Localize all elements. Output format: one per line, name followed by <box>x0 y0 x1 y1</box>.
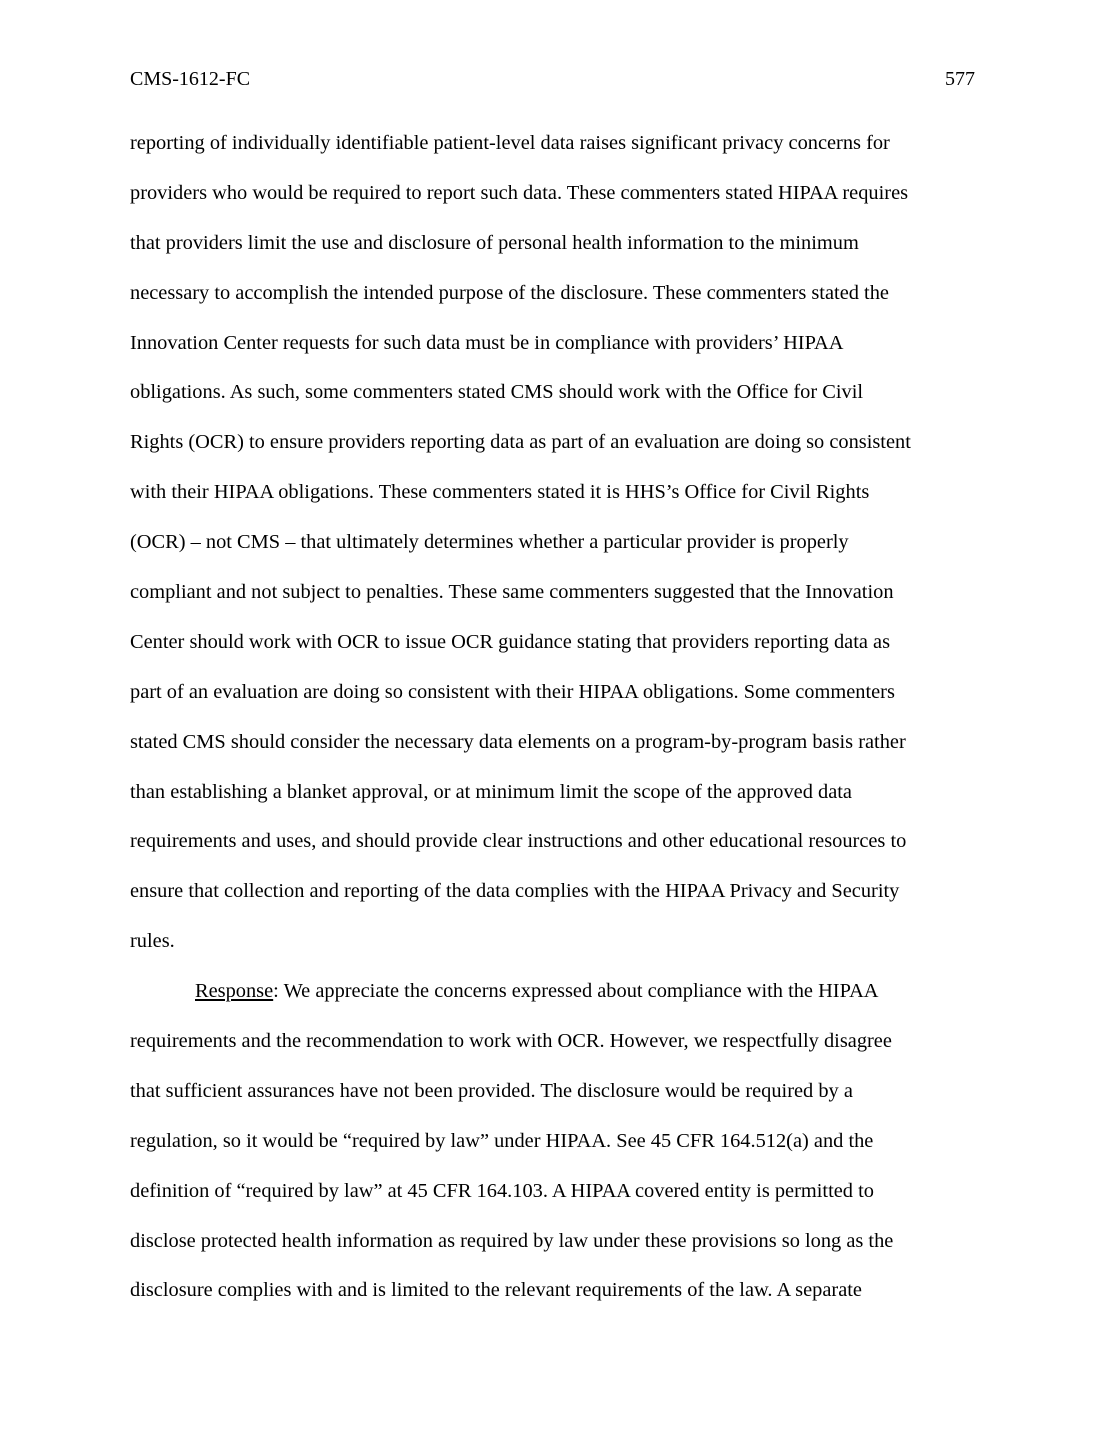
text-line: than establishing a blanket approval, or at minimum limit the scope of the approved data <box>130 780 852 803</box>
response-paragraph <box>130 976 980 1325</box>
text-line: providers who would be required to report such data. These commenters stated HIPAA requires <box>130 181 909 204</box>
page-number: 577 <box>945 68 975 90</box>
text-line: compliant and not subject to penalties. These same commenters suggested that the Innovation <box>130 581 894 604</box>
response-first-line <box>130 976 980 1026</box>
text-line: requirements and the recommendation to work with OCR. However, we respectfully disagree <box>130 1030 892 1053</box>
text-line: Innovation Center requests for such data must be in compliance with providers’ HIPAA <box>130 331 844 354</box>
text-line: stated CMS should consider the necessary data elements on a program-by-program basis rather <box>130 730 906 753</box>
body-text <box>130 128 980 1325</box>
text-line: ensure that collection and reporting of the data complies with the HIPAA Privacy and Security <box>130 880 900 903</box>
text-line: reporting of individually identifiable patient-level data raises significant privacy concerns for <box>130 132 890 154</box>
response-first-line-text: : We appreciate the concerns expressed about compliance with the HIPAA <box>273 980 879 1003</box>
text-line: rules. <box>130 930 175 953</box>
text-line: definition of “required by law” at 45 CFR 164.103. A HIPAA covered entity is permitted to <box>130 1179 874 1202</box>
comment-paragraph <box>130 128 980 976</box>
text-line: disclosure complies with and is limited to the relevant requirements of the law. A separate <box>130 1279 862 1302</box>
response-label: Response <box>195 980 274 1003</box>
text-line: Rights (OCR) to ensure providers reporting data as part of an evaluation are doing so consistent <box>130 431 911 454</box>
text-line: necessary to accomplish the intended purpose of the disclosure. These commenters stated the <box>130 281 889 304</box>
text-line: disclose protected health information as required by law under these provisions so long as the <box>130 1229 894 1252</box>
text-line: with their HIPAA obligations. These commenters stated it is HHS’s Office for Civil Rights <box>130 481 870 504</box>
text-line: that sufficient assurances have not been provided. The disclosure would be required by a <box>130 1079 853 1102</box>
text-line: obligations. As such, some commenters stated CMS should work with the Office for Civil <box>130 381 864 404</box>
text-line: part of an evaluation are doing so consistent with their HIPAA obligations. Some commenters <box>130 680 895 703</box>
text-line: Center should work with OCR to issue OCR guidance stating that providers reporting data as <box>130 630 890 653</box>
text-line: that providers limit the use and disclosure of personal health information to the minimum <box>130 231 859 254</box>
text-line: regulation, so it would be “required by law” under HIPAA. See 45 CFR 164.512(a) and the <box>130 1129 874 1152</box>
text-line: requirements and uses, and should provide clear instructions and other educational resources to <box>130 830 907 853</box>
document-id: CMS-1612-FC <box>130 68 251 90</box>
text-line: (OCR) – not CMS – that ultimately determines whether a particular provider is properly <box>130 531 849 554</box>
